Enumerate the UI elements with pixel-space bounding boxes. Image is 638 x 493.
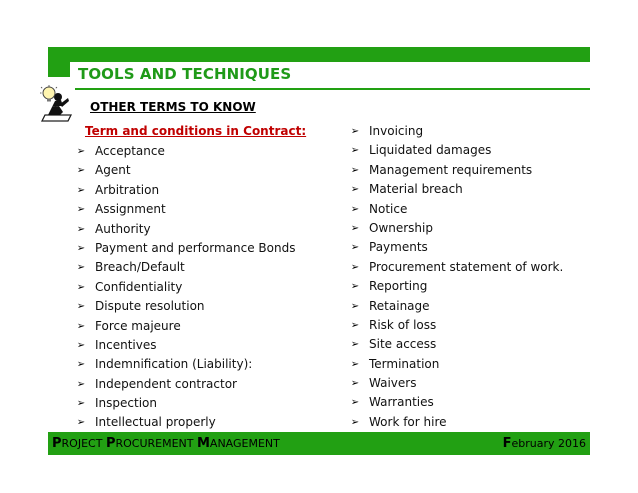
list-item [76, 297, 295, 316]
list-item-label: Risk of loss [369, 317, 437, 332]
list-item-label: Arbitration [95, 182, 160, 197]
list-item-label: Force majeure [95, 318, 181, 333]
arrow-bullet-icon: ➢ [350, 203, 360, 215]
list-item [350, 238, 563, 257]
title-notch [48, 62, 70, 77]
list-item [350, 122, 563, 141]
left-term-list [76, 142, 295, 433]
arrow-bullet-icon: ➢ [350, 184, 360, 196]
list-item [76, 317, 295, 336]
list-item-label: Indemnification (Liability): [95, 357, 253, 372]
list-item-label: Material breach [369, 182, 463, 197]
list-item [76, 220, 295, 239]
footer-word-cap: P [105, 436, 116, 451]
arrow-bullet-icon: ➢ [350, 416, 360, 428]
arrow-bullet-icon: ➢ [76, 281, 86, 293]
arrow-bullet-icon: ➢ [76, 378, 86, 390]
list-item [350, 219, 563, 238]
arrow-bullet-icon: ➢ [350, 378, 360, 390]
list-item [350, 335, 563, 354]
footer-word-cap: P [52, 436, 62, 451]
list-item-label: Retainage [369, 298, 430, 313]
list-item-label: Agent [95, 163, 131, 178]
arrow-bullet-icon: ➢ [76, 398, 86, 410]
list-item [350, 258, 563, 277]
arrow-bullet-icon: ➢ [76, 204, 86, 216]
arrow-bullet-icon: ➢ [76, 339, 86, 351]
list-item-label: Management requirements [369, 162, 533, 177]
list-item-label: Termination [369, 356, 440, 371]
list-item [76, 200, 295, 219]
footer-word-rest: ROCUREMENT [115, 437, 197, 450]
arrow-bullet-icon: ➢ [76, 301, 86, 313]
arrow-bullet-icon: ➢ [350, 126, 360, 137]
footer-word-rest: ANAGEMENT [209, 437, 280, 450]
title-underline [75, 88, 590, 90]
list-item-label: Independent contractor [95, 376, 237, 391]
arrow-bullet-icon: ➢ [350, 222, 360, 234]
list-item [76, 336, 295, 355]
list-item [76, 258, 295, 277]
footer-course-title [52, 432, 280, 455]
right-term-list [350, 122, 563, 432]
arrow-bullet-icon: ➢ [350, 300, 360, 312]
list-item-label: Assignment [95, 202, 166, 217]
list-item [76, 413, 295, 432]
list-item-label: Dispute resolution [95, 299, 205, 314]
list-item [76, 375, 295, 394]
slide-title: TOOLS AND TECHNIQUES [78, 65, 292, 83]
arrow-bullet-icon: ➢ [76, 320, 86, 332]
header-accent-bar [48, 47, 590, 62]
list-item [350, 316, 563, 335]
footer-word-cap: M [196, 436, 210, 451]
list-item-label: Invoicing [369, 124, 424, 138]
arrow-bullet-icon: ➢ [350, 242, 360, 254]
list-item [350, 413, 563, 432]
arrow-bullet-icon: ➢ [350, 164, 360, 176]
thinker-lightbulb-icon [38, 84, 82, 128]
list-item-label: Confidentiality [95, 279, 183, 294]
list-item-label: Reporting [369, 279, 428, 294]
list-item-label: Notice [369, 201, 408, 216]
list-item [76, 142, 295, 161]
list-item [76, 394, 295, 413]
list-item-label: Work for hire [369, 414, 447, 429]
list-item [76, 161, 295, 180]
list-item-label: Authority [95, 221, 151, 236]
column-heading: Term and conditions in Contract: [85, 124, 307, 138]
arrow-bullet-icon: ➢ [350, 339, 360, 351]
arrow-bullet-icon: ➢ [76, 262, 86, 274]
list-item-label: Incentives [95, 337, 157, 352]
list-item [76, 181, 295, 200]
list-item-label: Warranties [369, 395, 434, 410]
list-item [76, 355, 295, 374]
list-item [350, 297, 563, 316]
list-item-label: Liquidated damages [369, 143, 492, 158]
list-item-label: Inspection [95, 396, 157, 411]
list-item-label: Waivers [369, 376, 417, 391]
footer-word-rest: ROJECT [61, 437, 106, 450]
arrow-bullet-icon: ➢ [350, 358, 360, 370]
list-item [76, 278, 295, 297]
list-item [350, 277, 563, 296]
list-item-label: Payments [369, 240, 428, 255]
arrow-bullet-icon: ➢ [350, 319, 360, 331]
list-item-label: Procurement statement of work. [369, 259, 564, 274]
list-item [350, 200, 563, 219]
list-item [76, 239, 295, 258]
arrow-bullet-icon: ➢ [350, 281, 360, 293]
list-item [350, 141, 563, 160]
list-item-label: Acceptance [95, 144, 165, 158]
arrow-bullet-icon: ➢ [350, 145, 360, 157]
arrow-bullet-icon: ➢ [76, 184, 86, 196]
list-item [350, 374, 563, 393]
arrow-bullet-icon: ➢ [76, 242, 86, 254]
arrow-bullet-icon: ➢ [76, 165, 86, 177]
list-item [350, 161, 563, 180]
list-item [350, 355, 563, 374]
list-item-label: Site access [369, 337, 437, 352]
arrow-bullet-icon: ➢ [350, 261, 360, 273]
footer-date [503, 432, 586, 455]
list-item-label: Ownership [369, 220, 433, 235]
list-item-label: Breach/Default [95, 260, 185, 275]
arrow-bullet-icon: ➢ [350, 397, 360, 409]
arrow-bullet-icon: ➢ [76, 223, 86, 235]
arrow-bullet-icon: ➢ [76, 359, 86, 371]
list-item-label: Intellectual properly [95, 415, 216, 430]
arrow-bullet-icon: ➢ [76, 146, 86, 157]
section-subheading: OTHER TERMS TO KNOW [90, 100, 256, 114]
arrow-bullet-icon: ➢ [76, 417, 86, 429]
list-item-label: Payment and performance Bonds [95, 240, 296, 255]
list-item [350, 393, 563, 412]
list-item [350, 180, 563, 199]
footer-date-rest: ebruary 2016 [511, 437, 586, 450]
footer-date-cap: F [502, 436, 512, 451]
